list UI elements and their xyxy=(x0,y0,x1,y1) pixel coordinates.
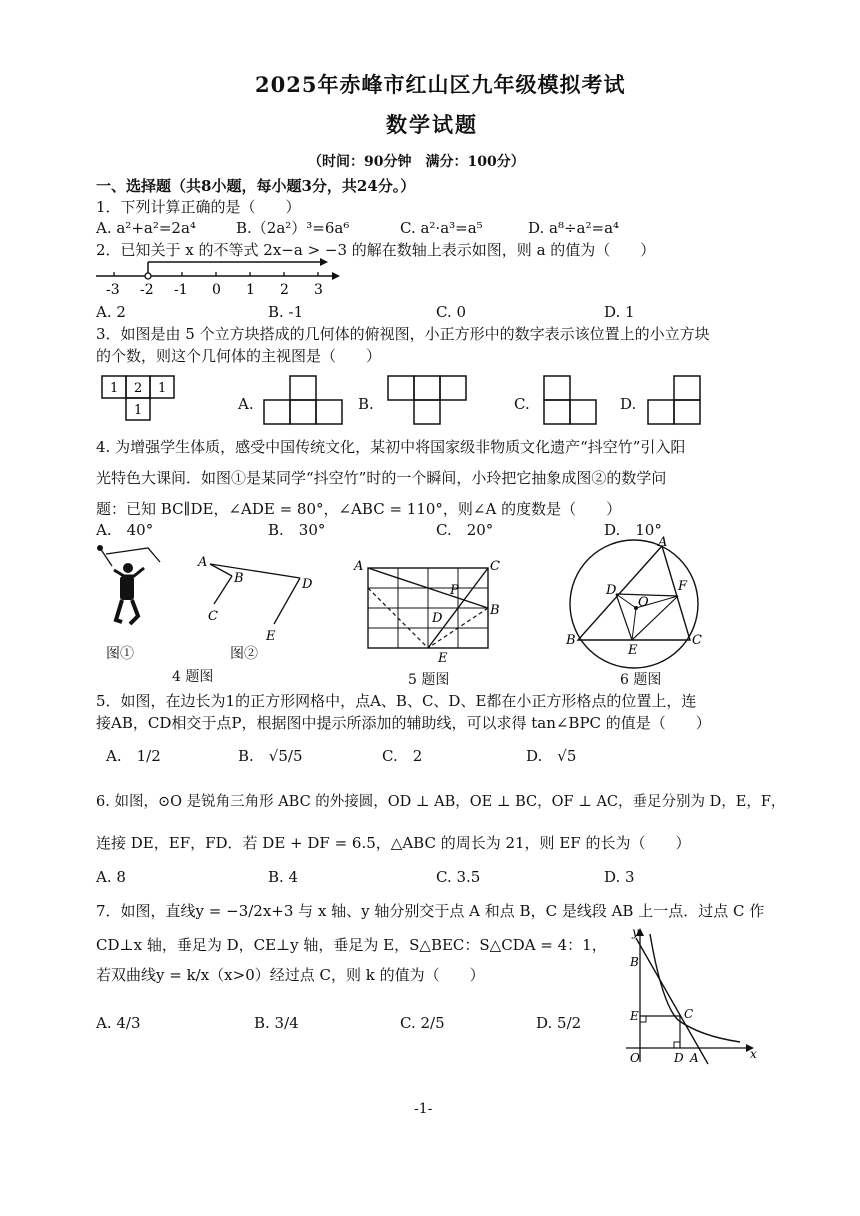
grid-number: 1 xyxy=(134,403,143,418)
q1-stem: 1．下列计算正确的是（ ） xyxy=(96,198,301,216)
q6-option-a: A. 8 xyxy=(96,868,126,886)
fig5-point-label: B xyxy=(490,603,500,618)
fig6-point-label: F xyxy=(678,579,688,594)
q1-option-b: B.（2a²）³=6a⁶ xyxy=(236,219,350,237)
tick-label: -1 xyxy=(174,282,188,298)
grid-number: 2 xyxy=(134,381,143,396)
q7-graph-label: B xyxy=(630,955,639,969)
q1-option-c: C. a²·a³=a⁵ xyxy=(400,219,483,237)
fig5-point-label: E xyxy=(438,651,448,666)
q4-line2: 光特色大课间．如图①是某同学“抖空竹”时的一个瞬间，小玲把它抽象成图②的数学问 xyxy=(96,469,667,487)
q7-graph-label: O xyxy=(630,1051,640,1065)
q3-option-b-label: B. xyxy=(358,395,374,413)
fig2-point-label: C xyxy=(208,609,218,624)
fig1-label: 图① xyxy=(106,646,134,662)
fig2-point-label: A xyxy=(198,555,208,570)
q2-option-d: D. 1 xyxy=(604,303,635,321)
tick-label: -3 xyxy=(106,282,120,298)
fig6-point-label: C xyxy=(692,633,702,648)
q4-option-d: D. 10° xyxy=(604,521,662,539)
fig-q4-geometry xyxy=(196,552,326,652)
fig6-point-label: E xyxy=(628,643,638,658)
q2-option-a: A. 2 xyxy=(96,303,126,321)
q7-line1: 7．如图，直线y = −3/2x+3 与 x 轴、y 轴分别交于点 A 和点 B，C 是线段 AB 上一点．过点 C 作 xyxy=(96,902,765,920)
tick-label: 0 xyxy=(212,282,221,298)
q5-line1: 5．如图，在边长为1的正方形网格中，点A、B、C、D、E都在小正方形格点的位置上，连 xyxy=(96,692,697,710)
tick-label: 2 xyxy=(280,282,289,298)
tick-label: -2 xyxy=(140,282,154,298)
q3-option-a-label: A. xyxy=(238,395,254,413)
q4-line3: 题：已知 BC∥DE，∠ADE = 80°，∠ABC = 110°，则∠A 的度数是（ ） xyxy=(96,500,622,518)
q6-line2: 连接 DE，EF，FD．若 DE + DF = 6.5，△ABC 的周长为 21，则 EF 的长为（ ） xyxy=(96,834,691,852)
q3-option-c-view xyxy=(542,374,600,426)
grid-number: 1 xyxy=(110,381,119,396)
q5-option-a: A. 1/2 xyxy=(106,747,161,765)
q3-line1: 3．如图是由 5 个立方块搭成的几何体的俯视图，小正方形中的数字表示该位置上的小立方块 xyxy=(96,325,710,343)
q5-option-b: B. √5/5 xyxy=(238,747,303,765)
q4-line1: 4. 为增强学生体质，感受中国传统文化，某初中将国家级非物质文化遗产“抖空竹”引入阳 xyxy=(96,438,686,456)
q4-figure-caption: 4 题图 xyxy=(172,669,214,685)
q7-graph-label: C xyxy=(684,1007,694,1021)
fig2-point-label: B xyxy=(234,571,244,586)
q7-option-c: C. 2/5 xyxy=(400,1014,445,1032)
q7-line2: CD⊥x 轴，垂足为 D，CE⊥y 轴，垂足为 E，S△BEC：S△CDA = 4：1， xyxy=(96,936,607,954)
q6-option-b: B. 4 xyxy=(268,868,299,886)
q7-option-a: A. 4/3 xyxy=(96,1014,141,1032)
q7-graph-label: E xyxy=(630,1009,639,1023)
q3-top-view xyxy=(100,374,180,426)
q6-line1: 6. 如图，⊙O 是锐角三角形 ABC 的外接圆，OD ⊥ AB，OE ⊥ BC，OF ⊥ AC，垂足分别为 D，E，F， xyxy=(96,794,786,810)
grid-number: 1 xyxy=(158,381,167,396)
fig6-point-label: B xyxy=(566,633,576,648)
tick-label: 3 xyxy=(314,282,323,298)
exam-title: 2025年赤峰市红山区九年级模拟考试 xyxy=(255,72,626,97)
q7-graph-label: x xyxy=(750,1047,757,1061)
fig5-point-label: A xyxy=(354,559,364,574)
q6-figure-caption: 6 题图 xyxy=(620,672,662,688)
q6-option-c: C. 3.5 xyxy=(436,868,481,886)
q2-option-c: C. 0 xyxy=(436,303,467,321)
fig6-point-label: O xyxy=(638,595,649,610)
q4-option-c: C. 20° xyxy=(436,521,494,539)
q3-option-a-view xyxy=(262,374,344,426)
q3-option-d-label: D. xyxy=(620,395,637,413)
fig5-point-label: P xyxy=(450,583,459,598)
fig-q5-grid xyxy=(350,556,510,668)
fig2-point-label: D xyxy=(302,577,313,592)
q7-graph-label: A xyxy=(690,1051,699,1065)
fig-q7-graph xyxy=(610,924,760,1074)
q3-option-d-view xyxy=(646,374,704,426)
fig6-point-label: A xyxy=(658,536,668,550)
q2-stem: 2．已知关于 x 的不等式 2x−a > −3 的解在数轴上表示如图，则 a 的值为（ ） xyxy=(96,241,656,259)
q7-option-b: B. 3/4 xyxy=(254,1014,299,1032)
q7-graph-label: D xyxy=(674,1051,684,1065)
q1-option-a: A. a²+a²=2a⁴ xyxy=(96,219,196,237)
q5-figure-caption: 5 题图 xyxy=(408,672,450,688)
fig5-point-label: C xyxy=(490,559,500,574)
q5-option-d: D. √5 xyxy=(526,747,577,765)
q5-option-c: C. 2 xyxy=(382,747,423,765)
fig2-label: 图② xyxy=(230,646,258,662)
fig-q6-circle xyxy=(566,536,706,672)
q2-option-b: B. -1 xyxy=(268,303,304,321)
q3-option-b-view xyxy=(386,374,468,426)
q6-option-d: D. 3 xyxy=(604,868,635,886)
exam-info: （时间：90分钟 满分：100分） xyxy=(308,154,525,170)
section-heading: 一、选择题（共8小题，每小题3分，共24分。） xyxy=(96,177,416,195)
q7-graph-label: y xyxy=(632,925,639,939)
q1-option-d: D. a⁸÷a²=a⁴ xyxy=(528,219,620,237)
fig5-point-label: D xyxy=(432,611,443,626)
fig2-point-label: E xyxy=(266,629,276,644)
page-number: -1- xyxy=(414,1101,433,1117)
q4-option-b: B. 30° xyxy=(268,521,326,539)
fig-kongzhu-photo xyxy=(92,540,172,640)
q7-option-d: D. 5/2 xyxy=(536,1014,582,1032)
q3-line2: 的个数，则这个几何体的主视图是（ ） xyxy=(96,347,382,365)
fig6-point-label: D xyxy=(606,583,617,598)
q5-line2: 接AB，CD相交于点P，根据图中提示所添加的辅助线，可以求得 tan∠BPC 的值是（ ） xyxy=(96,714,711,732)
q4-option-a: A. 40° xyxy=(96,521,154,539)
subject-title: 数学试题 xyxy=(386,112,478,137)
q7-line3: 若双曲线y = k/x（x>0）经过点 C，则 k 的值为（ ） xyxy=(96,966,485,984)
tick-label: 1 xyxy=(246,282,255,298)
q3-option-c-label: C. xyxy=(514,395,530,413)
q2-number-line xyxy=(92,254,342,298)
